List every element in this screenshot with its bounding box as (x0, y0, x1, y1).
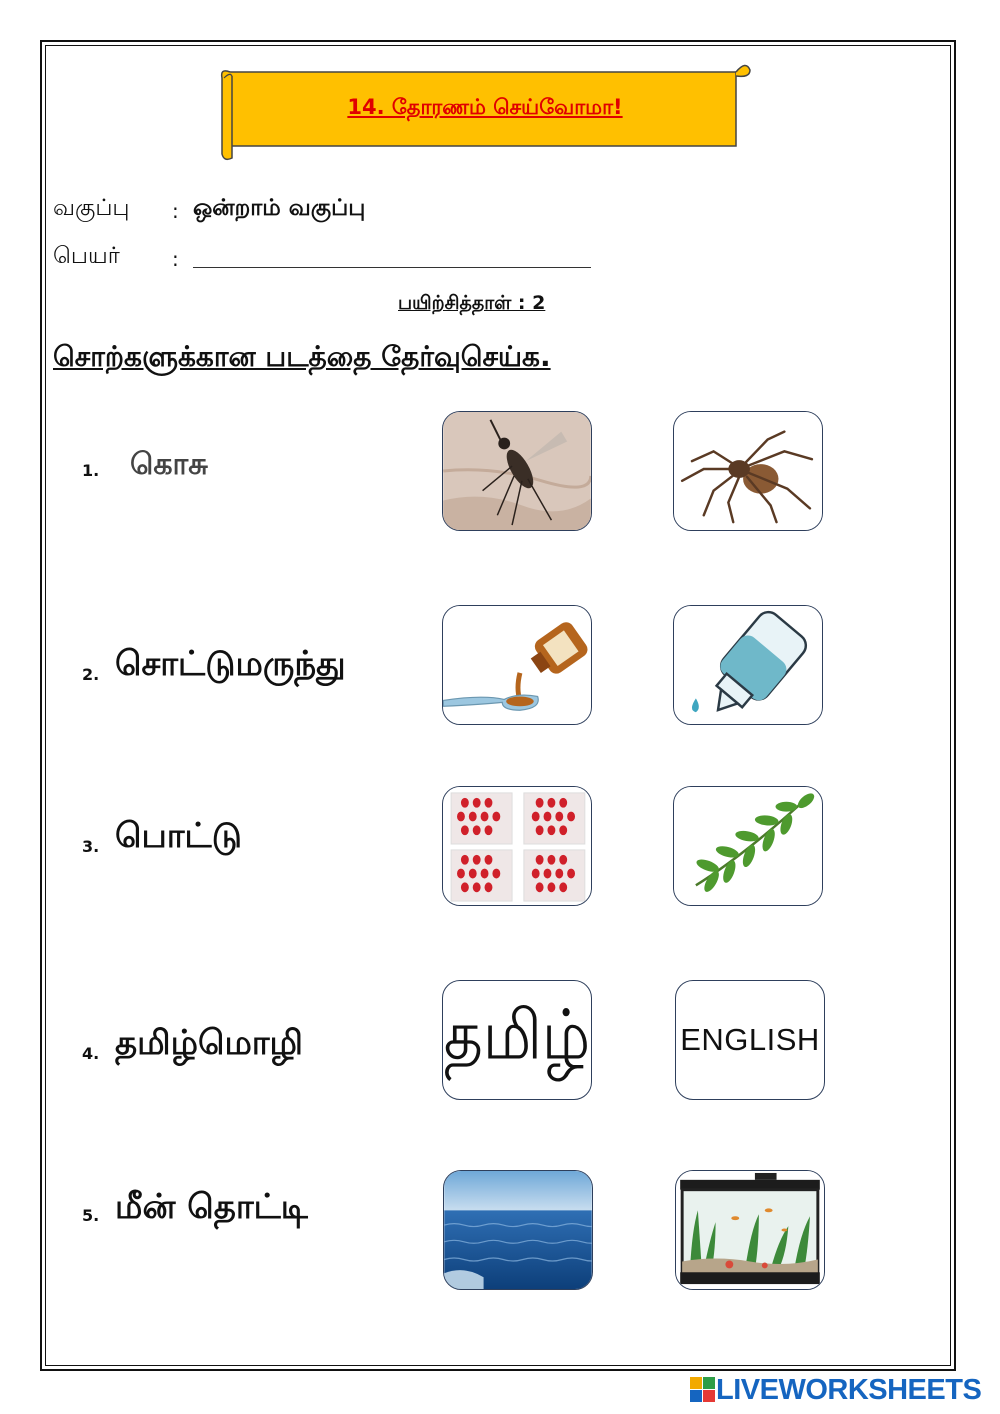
option-dropper-bottle[interactable] (673, 605, 823, 725)
question-4-number: 4. (82, 1044, 100, 1063)
dropper-bottle-icon (674, 606, 822, 724)
syrup-bottle-icon (443, 606, 591, 724)
option-sea[interactable] (443, 1170, 593, 1290)
option-curry-leaves[interactable] (673, 786, 823, 906)
spider-icon (674, 412, 822, 530)
brand-name: LIVEWORKSHEETS (716, 1373, 982, 1406)
liveworksheets-logo[interactable] (690, 1375, 981, 1405)
question-4-word: தமிழ்மொழி (115, 1023, 304, 1063)
name-colon: : (172, 247, 179, 271)
question-3-number: 3. (82, 837, 100, 856)
class-colon: : (172, 199, 179, 223)
option-tamil-text[interactable] (442, 980, 592, 1100)
option-bindi-stickers[interactable] (442, 786, 592, 906)
english-label: ENGLISH (680, 1022, 820, 1057)
sheet-number: பயிற்சித்தாள் : 2 (398, 292, 546, 314)
option-aquarium[interactable] (675, 1170, 825, 1290)
class-value: ஒன்றாம் வகுப்பு (193, 195, 366, 221)
question-2-number: 2. (82, 665, 100, 684)
brand-icon (690, 1377, 716, 1403)
option-english-text[interactable] (675, 980, 825, 1100)
sea-icon (444, 1171, 592, 1289)
bindi-icon (443, 787, 591, 905)
option-spider[interactable] (673, 411, 823, 531)
name-label: பெயர் (53, 243, 120, 269)
question-1-number: 1. (82, 461, 100, 480)
option-syrup-spoon[interactable] (442, 605, 592, 725)
question-5-word: மீன் தொட்டி (115, 1187, 308, 1227)
option-mosquito[interactable] (442, 411, 592, 531)
mosquito-icon (443, 412, 591, 530)
question-5-number: 5. (82, 1206, 100, 1225)
question-2-word: சொட்டுமருந்து (115, 644, 346, 684)
question-3-word: பொட்டு (115, 816, 242, 856)
leaf-icon (674, 787, 822, 905)
class-label: வகுப்பு (53, 195, 130, 221)
instruction-heading: சொற்களுக்கான படத்தை தேர்வுசெய்க. (53, 340, 551, 373)
tamil-label: தமிழ் (443, 995, 591, 1076)
worksheet-title: 14. தோரணம் செய்வோமா! (347, 94, 623, 119)
aquarium-icon (676, 1171, 824, 1289)
question-1-word: கொசு (130, 447, 208, 482)
name-input-line[interactable] (193, 267, 591, 268)
